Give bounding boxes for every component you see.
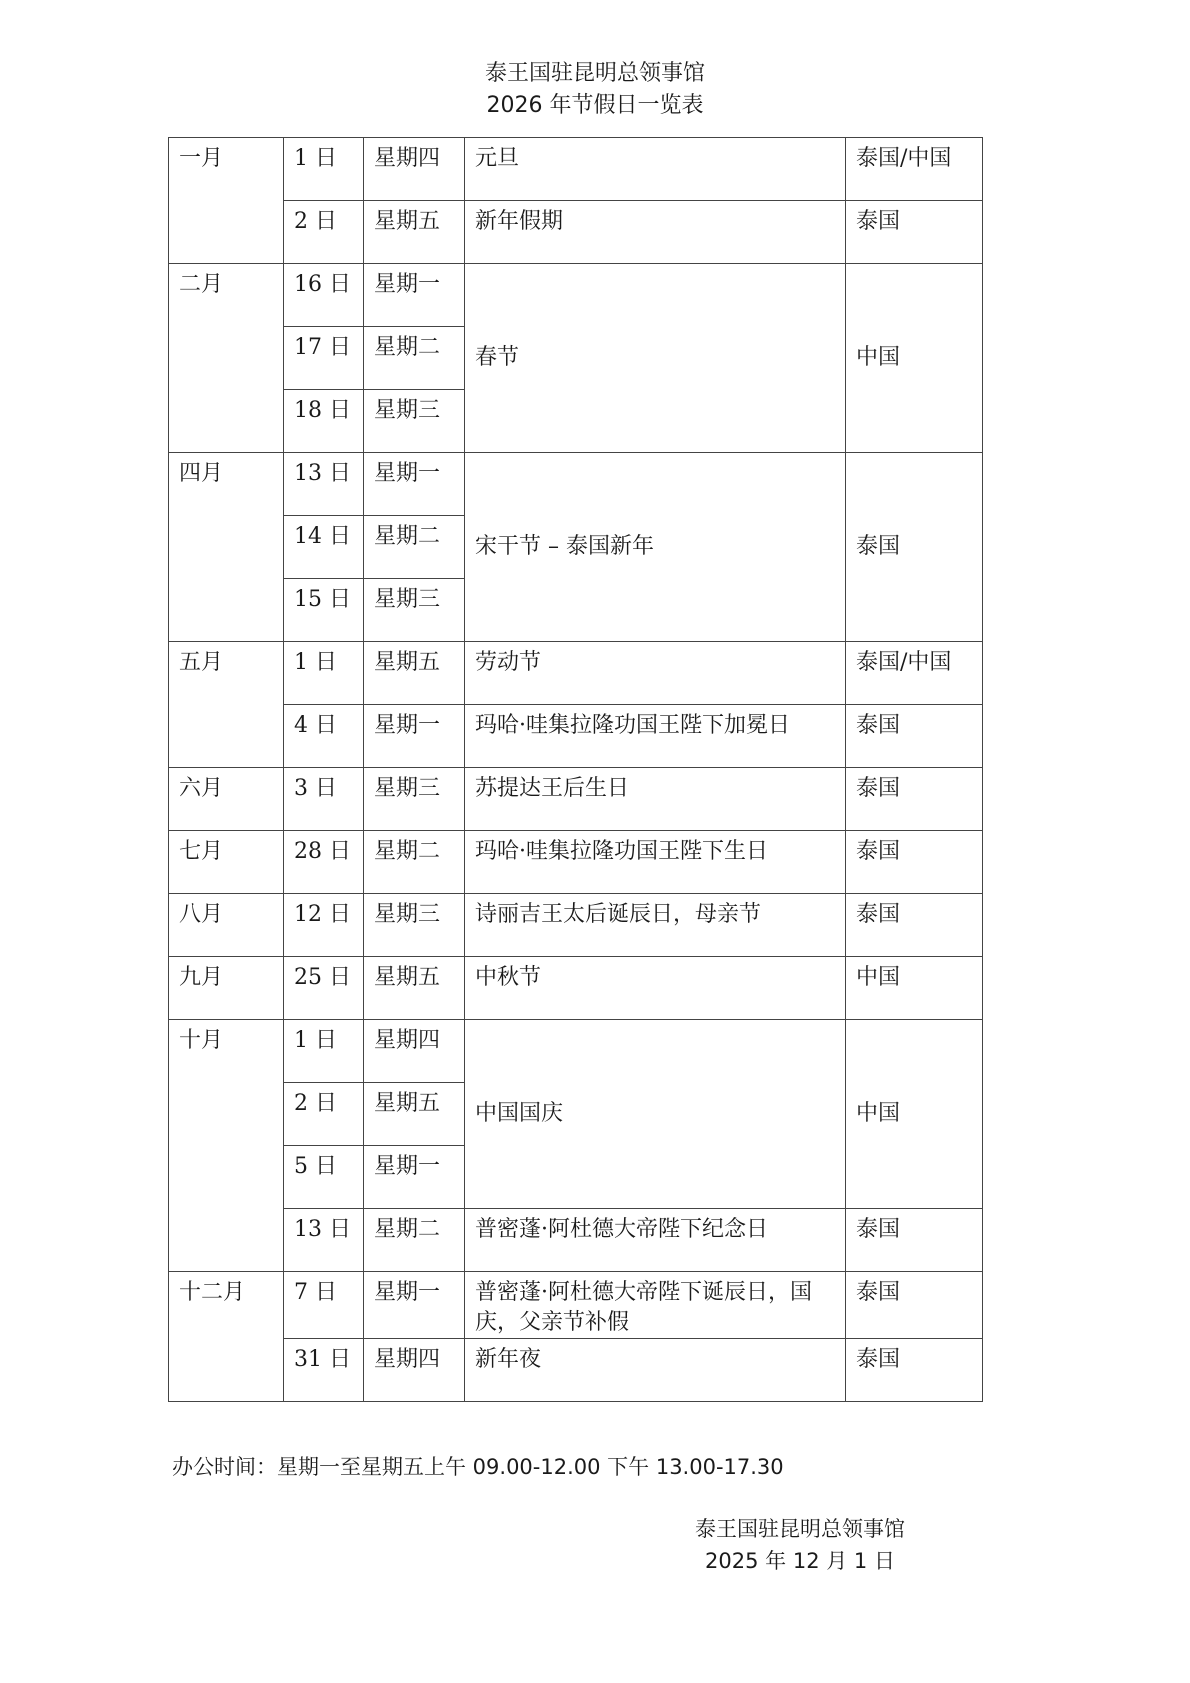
holiday-name-cell: 宋干节 – 泰国新年 xyxy=(465,453,846,642)
country-cell: 泰国 xyxy=(846,894,983,957)
day-cell: 18 日 xyxy=(284,390,364,453)
holiday-name-cell: 苏提达王后生日 xyxy=(465,768,846,831)
month-cell: 五月 xyxy=(169,642,284,768)
country-cell: 中国 xyxy=(846,264,983,453)
country-cell: 泰国 xyxy=(846,453,983,642)
title-line-2: 2026 年节假日一览表 xyxy=(486,93,704,118)
weekday-cell: 星期二 xyxy=(364,327,465,390)
month-cell: 二月 xyxy=(169,264,284,453)
table-row xyxy=(169,453,983,516)
month-cell: 八月 xyxy=(169,894,284,957)
signature-org: 泰王国驻昆明总领事馆 xyxy=(695,1517,905,1541)
holiday-table xyxy=(168,137,983,1402)
day-cell: 2 日 xyxy=(284,201,364,264)
day-cell: 28 日 xyxy=(284,831,364,894)
month-cell: 十月 xyxy=(169,1020,284,1272)
country-cell: 泰国 xyxy=(846,1272,983,1339)
country-cell: 泰国/中国 xyxy=(846,138,983,201)
month-cell: 九月 xyxy=(169,957,284,1020)
weekday-cell: 星期五 xyxy=(364,642,465,705)
country-cell: 泰国 xyxy=(846,705,983,768)
day-cell: 15 日 xyxy=(284,579,364,642)
day-cell: 4 日 xyxy=(284,705,364,768)
country-cell: 泰国 xyxy=(846,831,983,894)
holiday-name-cell: 普密蓬·阿杜德大帝陛下诞辰日，国庆，父亲节补假 xyxy=(465,1272,846,1339)
month-cell: 一月 xyxy=(169,138,284,264)
table-row xyxy=(169,705,983,768)
weekday-cell: 星期一 xyxy=(364,1146,465,1209)
table-row xyxy=(169,1339,983,1402)
weekday-cell: 星期三 xyxy=(364,390,465,453)
country-cell: 中国 xyxy=(846,957,983,1020)
weekday-cell: 星期一 xyxy=(364,1272,465,1339)
document-title xyxy=(0,58,1190,122)
table-row xyxy=(169,1272,983,1339)
month-cell: 七月 xyxy=(169,831,284,894)
country-cell: 中国 xyxy=(846,1020,983,1209)
table-row xyxy=(169,957,983,1020)
weekday-cell: 星期四 xyxy=(364,1020,465,1083)
holiday-name-cell: 新年假期 xyxy=(465,201,846,264)
table-row xyxy=(169,642,983,705)
holiday-name-cell: 春节 xyxy=(465,264,846,453)
title-line-1: 泰王国驻昆明总领事馆 xyxy=(484,61,705,86)
weekday-cell: 星期二 xyxy=(364,1209,465,1272)
table-row xyxy=(169,768,983,831)
month-cell: 十二月 xyxy=(169,1272,284,1402)
weekday-cell: 星期三 xyxy=(364,894,465,957)
holiday-name-cell: 劳动节 xyxy=(465,642,846,705)
country-cell: 泰国 xyxy=(846,768,983,831)
day-cell: 13 日 xyxy=(284,453,364,516)
day-cell: 1 日 xyxy=(284,138,364,201)
table-row xyxy=(169,894,983,957)
day-cell: 16 日 xyxy=(284,264,364,327)
day-cell: 5 日 xyxy=(284,1146,364,1209)
day-cell: 1 日 xyxy=(284,1020,364,1083)
day-cell: 14 日 xyxy=(284,516,364,579)
table-row xyxy=(169,264,983,327)
signature-date: 2025 年 12 月 1 日 xyxy=(705,1549,895,1573)
country-cell: 泰国 xyxy=(846,1339,983,1402)
day-cell: 13 日 xyxy=(284,1209,364,1272)
weekday-cell: 星期五 xyxy=(364,201,465,264)
weekday-cell: 星期五 xyxy=(364,1083,465,1146)
table-row xyxy=(169,138,983,201)
table-row xyxy=(169,831,983,894)
weekday-cell: 星期三 xyxy=(364,579,465,642)
holiday-name-cell: 中国国庆 xyxy=(465,1020,846,1209)
month-cell: 四月 xyxy=(169,453,284,642)
day-cell: 31 日 xyxy=(284,1339,364,1402)
day-cell: 17 日 xyxy=(284,327,364,390)
holiday-name-cell: 诗丽吉王太后诞辰日，母亲节 xyxy=(465,894,846,957)
table-row xyxy=(169,1209,983,1272)
weekday-cell: 星期一 xyxy=(364,705,465,768)
weekday-cell: 星期三 xyxy=(364,768,465,831)
office-hours: 办公时间：星期一至星期五上午 09.00-12.00 下午 13.00-17.30 xyxy=(172,1455,784,1479)
holiday-name-cell: 玛哈·哇集拉隆功国王陛下加冕日 xyxy=(465,705,846,768)
holiday-name-cell: 中秋节 xyxy=(465,957,846,1020)
weekday-cell: 星期二 xyxy=(364,516,465,579)
holiday-name-cell: 玛哈·哇集拉隆功国王陛下生日 xyxy=(465,831,846,894)
holiday-name-cell: 普密蓬·阿杜德大帝陛下纪念日 xyxy=(465,1209,846,1272)
table-row xyxy=(169,201,983,264)
table-row xyxy=(169,1020,983,1083)
day-cell: 25 日 xyxy=(284,957,364,1020)
day-cell: 3 日 xyxy=(284,768,364,831)
day-cell: 7 日 xyxy=(284,1272,364,1339)
weekday-cell: 星期一 xyxy=(364,453,465,516)
country-cell: 泰国 xyxy=(846,201,983,264)
holiday-name-cell: 元旦 xyxy=(465,138,846,201)
weekday-cell: 星期四 xyxy=(364,138,465,201)
month-cell: 六月 xyxy=(169,768,284,831)
weekday-cell: 星期四 xyxy=(364,1339,465,1402)
country-cell: 泰国/中国 xyxy=(846,642,983,705)
day-cell: 12 日 xyxy=(284,894,364,957)
weekday-cell: 星期二 xyxy=(364,831,465,894)
day-cell: 2 日 xyxy=(284,1083,364,1146)
weekday-cell: 星期一 xyxy=(364,264,465,327)
holiday-name-cell: 新年夜 xyxy=(465,1339,846,1402)
signature-block xyxy=(620,1513,980,1577)
country-cell: 泰国 xyxy=(846,1209,983,1272)
day-cell: 1 日 xyxy=(284,642,364,705)
weekday-cell: 星期五 xyxy=(364,957,465,1020)
